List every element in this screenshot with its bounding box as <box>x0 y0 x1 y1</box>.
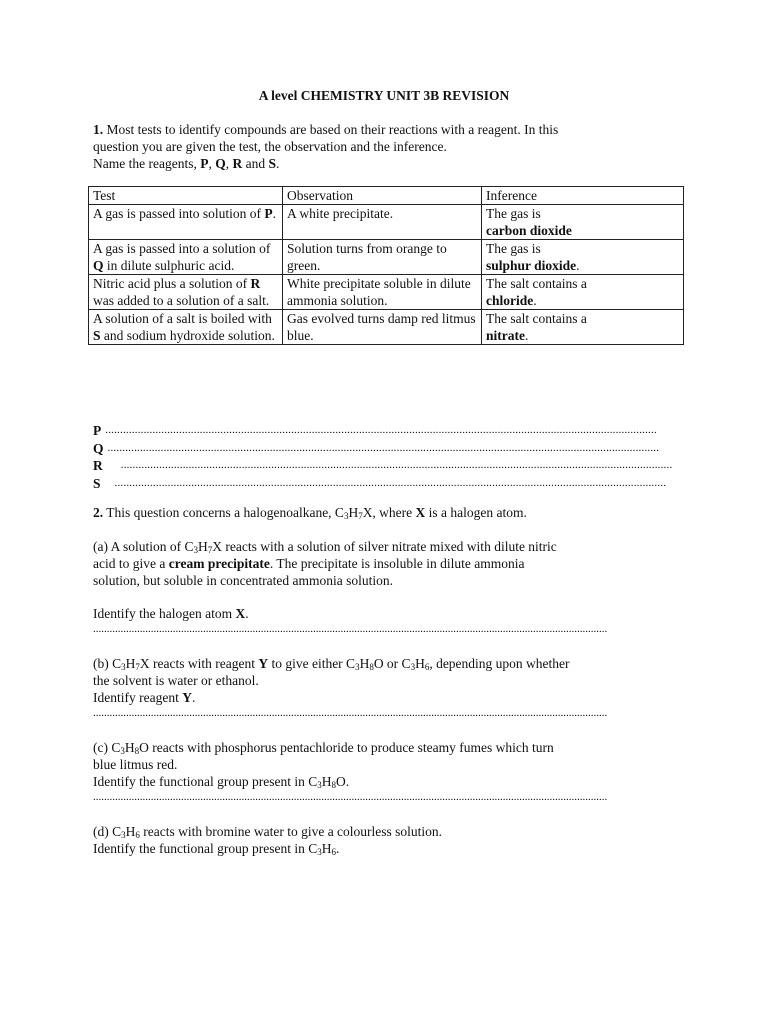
tests-table <box>88 186 684 345</box>
table-row <box>89 310 684 345</box>
question-1-instruction: Name the reagents, P, Q, R and S. <box>93 156 280 171</box>
question-1-intro: 1. Most tests to identify compounds are based on their reactions with a reagent. In this question you are given the test, the observation and the inference. Name the reagents, P, Q, R and S. <box>93 121 683 172</box>
test-cell: A gas is passed into solution of P. <box>89 205 283 240</box>
observation-cell: Solution turns from orange to green. <box>283 240 482 275</box>
question-2c: (c) $C_3H_8O$ reacts with phosphorus pentachloride to produce steamy fumes which turn blue litmus red. Identify the functional group present in $C_3H_8O$. ........................................................................................................................................................................................... <box>93 739 683 804</box>
header-observation: Observation <box>283 187 482 205</box>
table-row <box>89 240 684 275</box>
table-row <box>89 275 684 310</box>
test-cell: Nitric acid plus a solution of R was added to a solution of a salt. <box>89 275 283 310</box>
answer-line-s[interactable]: S ........................................................................................................................................................................................... <box>93 475 667 491</box>
inference-cell: The gas is sulphur dioxide. <box>482 240 684 275</box>
question-2-number: 2. <box>93 505 104 520</box>
inference-cell: The gas is carbon dioxide <box>482 205 684 240</box>
test-cell: A solution of a salt is boiled with S and sodium hydroxide solution. <box>89 310 283 345</box>
question-2a-identify: Identify the halogen atom X. ........................................................................................................................................................................................... <box>93 605 683 636</box>
question-2-intro: 2. This question concerns a halogenoalkane, $C_3H_7X$, where X is a halogen atom. <box>93 505 527 521</box>
question-2b: (b) $C_3H_7X$ reacts with reagent Y to give either $C_3H_8O$ or $C_3H_6$, depending upon whether the solvent is water or ethanol. Identify reagent Y. ........................................................................................................................................................................................... <box>93 655 683 720</box>
answer-line-q[interactable]: Q ........................................................................................................................................................................................... <box>93 440 660 456</box>
test-cell: A gas is passed into a solution of Q in dilute sulphuric acid. <box>89 240 283 275</box>
inference-cell: The salt contains a nitrate. <box>482 310 684 345</box>
question-2a: (a) A solution of $C_3H_7X$ reacts with a solution of silver nitrate mixed with dilute nitric acid to give a cream precipitate. The precipitate is insoluble in dilute ammonia solution, but soluble in concentrated ammonia solution. <box>93 539 557 588</box>
header-inference: Inference <box>482 187 684 205</box>
table-header-row <box>89 187 684 205</box>
answer-line-r[interactable]: R ........................................................................................................................................................................................... <box>93 458 673 473</box>
question-1-number: 1. <box>93 122 104 137</box>
table-row <box>89 205 684 240</box>
page-title: A level CHEMISTRY UNIT 3B REVISION <box>258 88 510 103</box>
inference-cell: The salt contains a chloride. <box>482 275 684 310</box>
observation-cell: A white precipitate. <box>283 205 482 240</box>
question-2d: (d) $C_3H_6$ reacts with bromine water to give a colourless solution. Identify the functional group present in $C_3H_6$. <box>93 824 443 857</box>
answer-line-p[interactable]: P ........................................................................................................................................................................................... <box>93 423 657 438</box>
answer-line-2a[interactable]: ........................................................................................................................................................................................... <box>93 623 608 635</box>
answer-lines <box>93 422 683 492</box>
observation-cell: Gas evolved turns damp red litmus blue. <box>283 310 482 345</box>
answer-line-2b[interactable]: ........................................................................................................................................................................................... <box>93 707 608 719</box>
header-test: Test <box>89 187 283 205</box>
answer-line-2c[interactable]: ........................................................................................................................................................................................... <box>93 791 608 803</box>
observation-cell: White precipitate soluble in dilute ammonia solution. <box>283 275 482 310</box>
